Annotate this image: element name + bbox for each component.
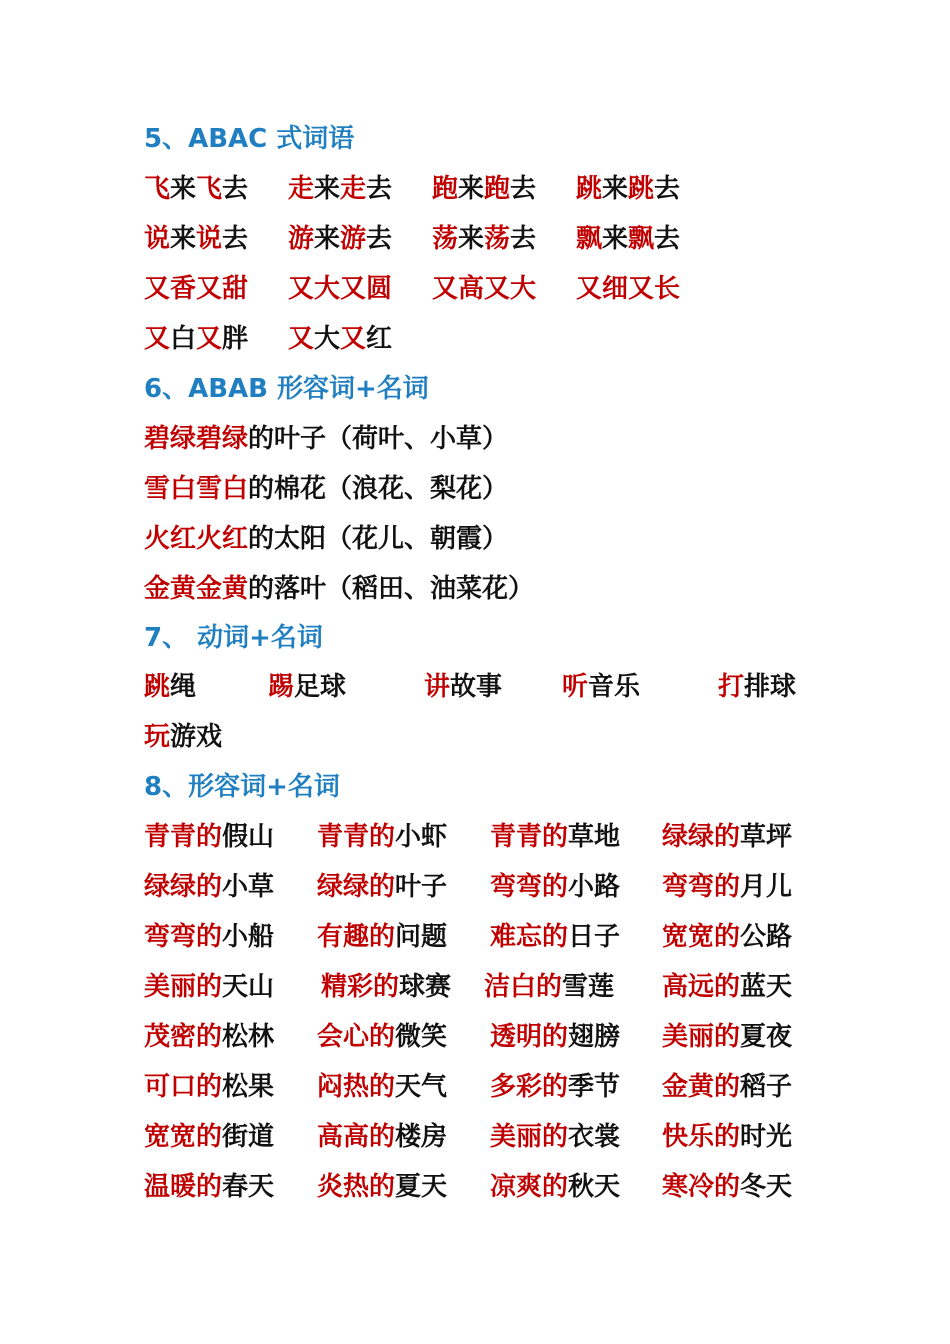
plain-text: 日子 [568,922,621,952]
word-item [144,269,248,309]
highlighted-text: 美丽的 [662,1022,741,1052]
section8-row [144,1117,824,1157]
word-item [144,817,274,857]
plain-text: 秋天 [568,1172,621,1202]
section7-row [144,667,824,707]
word-item [317,867,447,907]
highlighted-text: 金黄金黄 [144,574,249,604]
word-item [144,1167,274,1207]
highlighted-text: 又 [340,324,367,354]
plain-text: 胖 [222,324,249,354]
section8-row [144,817,824,857]
plain-text: 去 [654,224,681,254]
highlighted-text: 宽宽的 [662,922,741,952]
highlighted-text: 快乐的 [662,1122,741,1152]
word-item [662,867,792,907]
plain-text: 去 [654,174,681,204]
word-item [562,667,640,707]
plain-text: 白 [170,324,197,354]
highlighted-text: 说 [144,224,171,254]
highlighted-text: 说 [196,224,223,254]
word-item [490,917,620,957]
word-item [576,269,680,309]
highlighted-text: 青青的 [317,822,396,852]
word-item [718,667,796,707]
highlighted-text: 高远的 [662,972,741,1002]
plain-text: 街道 [222,1122,275,1152]
plain-text: 稻子 [740,1072,793,1102]
section8-row [144,1017,824,1057]
plain-text: 小船 [222,922,275,952]
highlighted-text: 跳 [628,174,655,204]
highlighted-text: 美丽的 [490,1122,569,1152]
word-item [144,169,248,209]
section5-heading: 5、ABAC 式词语 [144,124,355,154]
plain-text: 去 [510,224,537,254]
plain-text: 雪莲 [562,972,615,1002]
word-item [144,1117,274,1157]
plain-text: 绳 [170,672,197,702]
highlighted-text: 炎热的 [317,1172,396,1202]
plain-text: 红 [366,324,393,354]
section8-row [144,917,824,957]
highlighted-text: 火红火红 [144,524,249,554]
section5-row [144,169,824,209]
word-item [317,917,447,957]
highlighted-text: 宽宽的 [144,1122,223,1152]
highlighted-text: 多彩的 [490,1072,569,1102]
word-item [662,1117,792,1157]
word-item [288,169,392,209]
highlighted-text: 青青的 [490,822,569,852]
highlighted-text: 绿绿的 [662,822,741,852]
highlighted-text: 听 [562,672,589,702]
word-item [317,1067,447,1107]
section6-row [144,419,824,459]
word-item [490,1117,620,1157]
plain-text: 公路 [740,922,793,952]
plain-text: 来 [170,224,197,254]
word-item [321,967,451,1007]
plain-text: 去 [222,174,249,204]
plain-text: 来 [602,224,629,254]
section6-row [144,519,824,559]
plain-text: 问题 [395,922,448,952]
highlighted-text: 荡 [432,224,459,254]
word-item [662,967,792,1007]
plain-text: 草坪 [740,822,793,852]
highlighted-text: 走 [340,174,367,204]
highlighted-text: 可口的 [144,1072,223,1102]
highlighted-text: 洁白的 [484,972,563,1002]
highlighted-text: 跑 [484,174,511,204]
highlighted-text: 寒冷的 [662,1172,741,1202]
highlighted-text: 打 [718,672,745,702]
highlighted-text: 弯弯的 [144,922,223,952]
highlighted-text: 茂密的 [144,1022,223,1052]
word-item [576,219,680,259]
plain-text: 去 [366,174,393,204]
plain-text: 叶子 [395,872,448,902]
highlighted-text: 有趣的 [317,922,396,952]
word-item [317,1017,447,1057]
word-item [490,1167,620,1207]
word-item [144,519,508,559]
word-item [144,917,274,957]
plain-text: 的太阳（花儿、朝霞） [248,524,509,554]
highlighted-text: 跑 [432,174,459,204]
word-item [144,667,196,707]
plain-text: 松林 [222,1022,275,1052]
plain-text: 松果 [222,1072,275,1102]
highlighted-text: 会心的 [317,1022,396,1052]
highlighted-text: 透明的 [490,1022,569,1052]
word-item [144,1067,274,1107]
highlighted-text: 飘 [628,224,655,254]
plain-text: 天山 [222,972,275,1002]
highlighted-text: 游 [288,224,315,254]
word-item [288,319,392,359]
word-item [144,717,222,757]
highlighted-text: 飞 [196,174,223,204]
highlighted-text: 又 [196,324,223,354]
section8-row [144,967,824,1007]
word-item [662,917,792,957]
plain-text: 故事 [450,672,503,702]
plain-text: 春天 [222,1172,275,1202]
highlighted-text: 弯弯的 [490,872,569,902]
word-item [317,817,447,857]
highlighted-text: 讲 [424,672,451,702]
plain-text: 翅膀 [568,1022,621,1052]
section8-row [144,1167,824,1207]
highlighted-text: 又细又长 [576,274,681,304]
word-item [432,269,536,309]
word-item [144,569,534,609]
highlighted-text: 精彩的 [321,972,400,1002]
highlighted-text: 又 [144,324,171,354]
word-item [268,667,346,707]
word-item [490,867,620,907]
word-item [317,1117,447,1157]
section6-row [144,569,824,609]
plain-text: 去 [366,224,393,254]
highlighted-text: 跳 [144,672,171,702]
highlighted-text: 金黄的 [662,1072,741,1102]
plain-text: 来 [458,174,485,204]
highlighted-text: 又香又甜 [144,274,249,304]
word-item [662,1067,792,1107]
plain-text: 足球 [294,672,347,702]
plain-text: 排球 [744,672,797,702]
plain-text: 夏天 [395,1172,448,1202]
plain-text: 音乐 [588,672,641,702]
plain-text: 小草 [222,872,275,902]
highlighted-text: 绿绿的 [144,872,223,902]
plain-text: 大 [314,324,341,354]
plain-text: 微笑 [395,1022,448,1052]
highlighted-text: 雪白雪白 [144,474,249,504]
highlighted-text: 踢 [268,672,295,702]
highlighted-text: 走 [288,174,315,204]
plain-text: 游戏 [170,722,223,752]
plain-text: 的叶子（荷叶、小草） [248,424,509,454]
word-item [144,1017,274,1057]
word-item [576,169,680,209]
word-item [144,419,508,459]
word-item [144,867,274,907]
section7-row [144,717,824,757]
plain-text: 月儿 [740,872,793,902]
plain-text: 夏夜 [740,1022,793,1052]
section6-row [144,469,824,509]
plain-text: 楼房 [395,1122,448,1152]
highlighted-text: 美丽的 [144,972,223,1002]
highlighted-text: 又 [288,324,315,354]
plain-text: 来 [602,174,629,204]
highlighted-text: 温暖的 [144,1172,223,1202]
word-item [317,1167,447,1207]
section5-row [144,269,824,309]
plain-text: 来 [170,174,197,204]
plain-text: 球赛 [399,972,452,1002]
plain-text: 季节 [568,1072,621,1102]
plain-text: 去 [222,224,249,254]
section8-row [144,867,824,907]
highlighted-text: 闷热的 [317,1072,396,1102]
word-item [484,967,614,1007]
section7-heading: 7、 动词+名词 [144,623,323,653]
word-item [662,817,792,857]
highlighted-text: 玩 [144,722,171,752]
plain-text: 的落叶（稻田、油菜花） [248,574,535,604]
plain-text: 假山 [222,822,275,852]
highlighted-text: 碧绿碧绿 [144,424,249,454]
plain-text: 来 [314,224,341,254]
word-item [144,319,248,359]
word-item [662,1017,792,1057]
highlighted-text: 高高的 [317,1122,396,1152]
plain-text: 来 [458,224,485,254]
highlighted-text: 青青的 [144,822,223,852]
plain-text: 小虾 [395,822,448,852]
word-item [144,219,248,259]
plain-text: 衣裳 [568,1122,621,1152]
plain-text: 蓝天 [740,972,793,1002]
word-item [432,169,536,209]
word-item [144,967,274,1007]
word-item [432,219,536,259]
highlighted-text: 荡 [484,224,511,254]
highlighted-text: 又大又圆 [288,274,393,304]
plain-text: 来 [314,174,341,204]
plain-text: 冬天 [740,1172,793,1202]
highlighted-text: 又高又大 [432,274,537,304]
highlighted-text: 难忘的 [490,922,569,952]
word-item [144,469,508,509]
section5-row [144,219,824,259]
word-item [490,1017,620,1057]
word-item [490,1067,620,1107]
plain-text: 时光 [740,1122,793,1152]
highlighted-text: 飞 [144,174,171,204]
highlighted-text: 跳 [576,174,603,204]
word-item [288,269,392,309]
highlighted-text: 飘 [576,224,603,254]
highlighted-text: 游 [340,224,367,254]
section8-row [144,1067,824,1107]
section6-heading: 6、ABAB 形容词+名词 [144,374,429,404]
plain-text: 去 [510,174,537,204]
word-item [424,667,502,707]
highlighted-text: 凉爽的 [490,1172,569,1202]
plain-text: 草地 [568,822,621,852]
word-item [490,817,620,857]
section5-row [144,319,824,359]
highlighted-text: 弯弯的 [662,872,741,902]
word-item [662,1167,792,1207]
section8-heading: 8、形容词+名词 [144,772,340,802]
word-item [288,219,392,259]
plain-text: 天气 [395,1072,448,1102]
highlighted-text: 绿绿的 [317,872,396,902]
plain-text: 的棉花（浪花、梨花） [248,474,509,504]
plain-text: 小路 [568,872,621,902]
